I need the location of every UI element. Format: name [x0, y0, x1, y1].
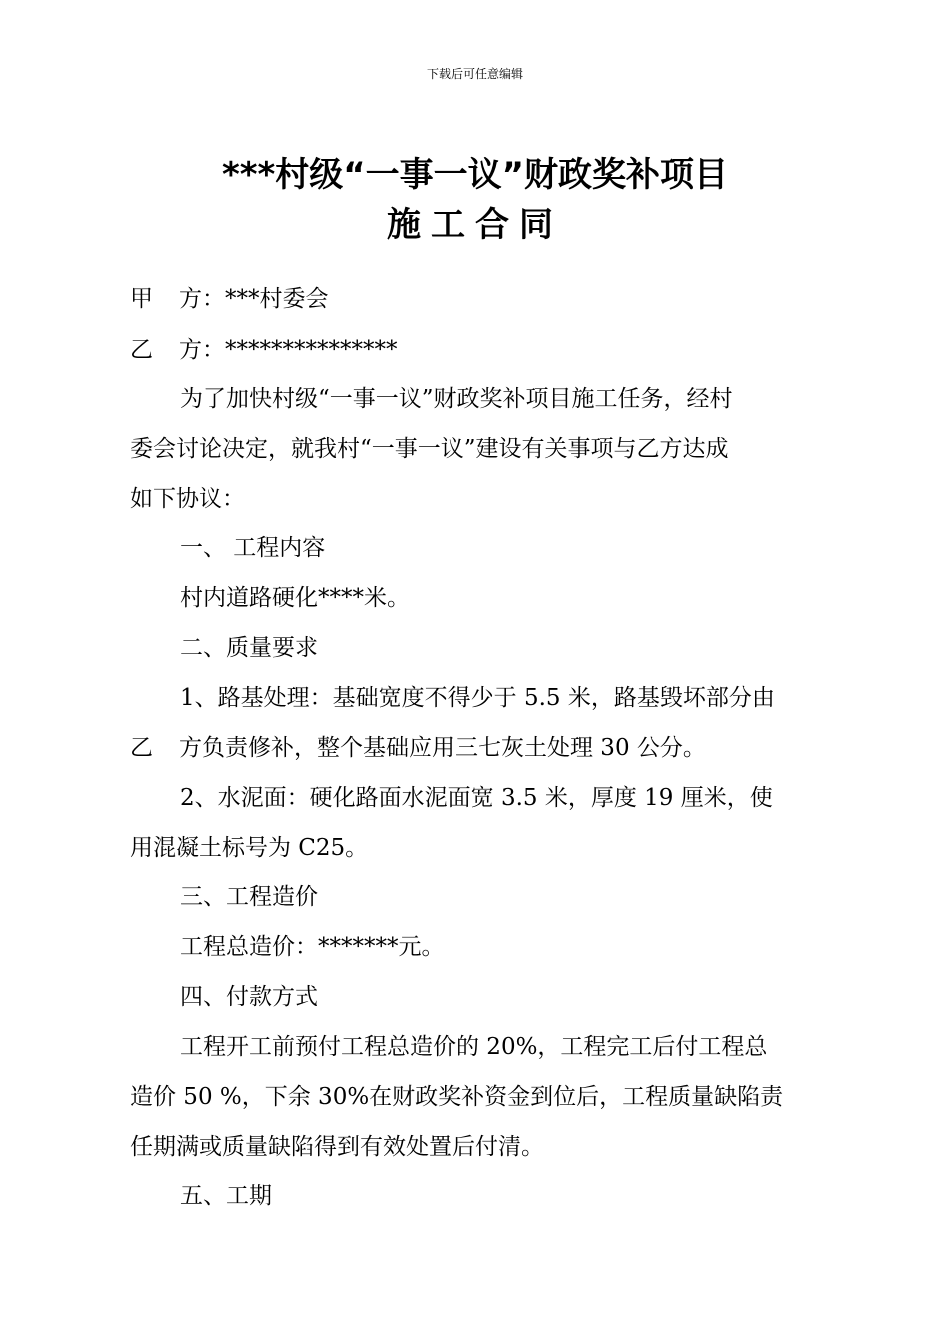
section-1-body: 村内道路硬化****米。	[180, 585, 410, 611]
party-b-line	[130, 335, 830, 365]
party-a-label-suffix: 方：	[179, 286, 225, 312]
section-3-body: 工程总造价：*******元。	[180, 934, 445, 960]
section-2-item-2-line-1: 2、水泥面：硬化路面水泥面宽 3.5 米，厚度 19 厘米，使	[180, 785, 773, 811]
party-a-label: 甲	[130, 286, 153, 312]
party-b-value: ***************	[225, 337, 398, 363]
header-note: 下载后可任意编辑	[426, 67, 523, 81]
party-a-value: ***村委会	[225, 286, 329, 312]
intro-line-2: 委会讨论决定，就我村“一事一议”建设有关事项与乙方达成	[130, 436, 729, 462]
section-1-heading: 一、 工程内容	[180, 535, 326, 561]
section-2-item-1-line-1: 1、路基处理：基础宽度不得少于 5.5 米，路基毁坏部分由	[180, 685, 775, 711]
section-4-line-1: 工程开工前预付工程总造价的 20%，工程完工后付工程总	[180, 1034, 768, 1060]
section-4-heading: 四、付款方式	[180, 984, 318, 1010]
party-a-line	[130, 284, 830, 314]
section-4-line-3: 任期满或质量缺陷得到有效处置后付清。	[130, 1134, 544, 1160]
section-4-line-2: 造价 50 %，下余 30%在财政奖补资金到位后，工程质量缺陷责	[130, 1084, 784, 1110]
document-subtitle: 施工合同	[387, 205, 563, 245]
section-2-item-1-line-2-prefix: 乙	[130, 735, 153, 761]
section-2-item-1-line-2	[130, 733, 830, 763]
section-2-heading: 二、质量要求	[180, 635, 318, 661]
section-2-item-1-line-2-text: 方负责修补，整个基础应用三七灰土处理 30 公分。	[179, 735, 706, 761]
document-title: ***村级“一事一议”财政奖补项目	[221, 155, 729, 195]
section-3-heading: 三、工程造价	[180, 884, 318, 910]
intro-line-3: 如下协议：	[130, 486, 245, 512]
party-b-label-suffix: 方：	[179, 337, 225, 363]
intro-line-1: 为了加快村级“一事一议”财政奖补项目施工任务，经村	[180, 386, 733, 412]
party-b-label: 乙	[130, 337, 153, 363]
section-2-item-2-line-2: 用混凝土标号为 C25。	[130, 835, 369, 861]
section-5-heading: 五、工期	[180, 1183, 272, 1209]
